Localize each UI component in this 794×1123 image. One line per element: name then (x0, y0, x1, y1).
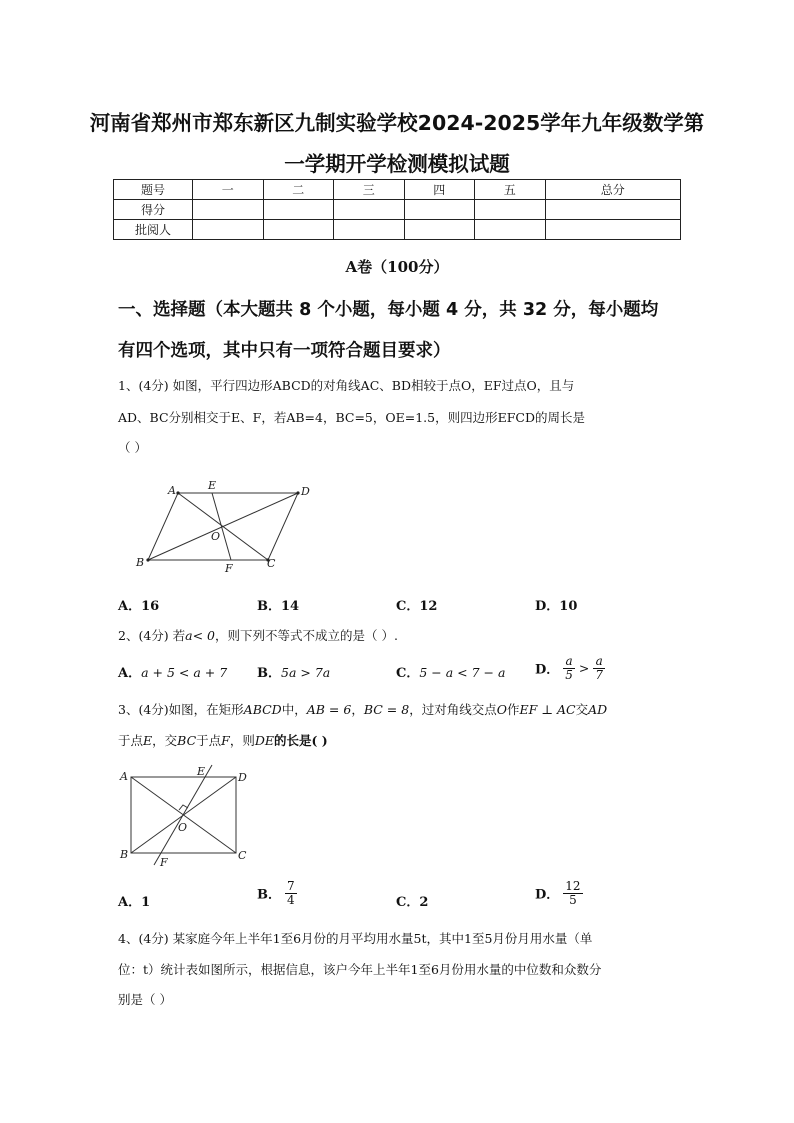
option-label: B． (257, 887, 281, 903)
q3-option-b[interactable] (257, 880, 297, 906)
label-B: B (136, 556, 145, 569)
table-cell (475, 220, 546, 240)
table-cell (404, 200, 475, 220)
row-label-score: 得分 (114, 200, 193, 220)
q3-text: 作 (506, 702, 520, 717)
q3-math: BC (177, 733, 197, 748)
label-F: F (225, 562, 233, 575)
table-cell (545, 220, 681, 240)
table-header-cell: 四 (404, 180, 475, 200)
label-C: C (238, 849, 247, 862)
label-B: B (120, 848, 129, 861)
numerator: a (593, 655, 605, 669)
fraction (563, 880, 582, 906)
q2-prefix: 2、(4分) 若 (118, 628, 186, 643)
table-header-cell: 二 (263, 180, 334, 200)
table-cell (545, 200, 681, 220)
table-row (114, 220, 681, 240)
q3-math: F (221, 733, 230, 748)
numerator: 7 (286, 879, 295, 893)
table-cell (193, 220, 264, 240)
label-E: E (197, 765, 206, 778)
table-row (114, 200, 681, 220)
q3-math: E (143, 733, 153, 748)
q3-text: 交 (575, 702, 589, 717)
numerator: 12 (565, 879, 581, 893)
label-E: E (208, 479, 217, 492)
q3-text-line1 (118, 700, 607, 718)
q1-option-b[interactable]: B．14 (257, 599, 300, 614)
q1-text-line2: AD、BC分别相交于E、F，若AB=4，BC=5，OE=1.5，则四边形EFCD的周长是 (118, 410, 585, 425)
fraction (593, 655, 605, 681)
q2-var: a (185, 628, 193, 643)
table-cell (263, 220, 334, 240)
table-header-cell: 一 (193, 180, 264, 200)
q2-option-a[interactable] (118, 662, 227, 681)
q1-option-d[interactable]: D．10 (535, 599, 578, 614)
page-title-line1: 河南省郑州市郑东新区九制实验学校2024-2025学年九年级数学第 (89, 111, 705, 135)
q3-text: 于点 (196, 733, 222, 748)
label-A: A (168, 484, 176, 497)
q2-option-d[interactable] (535, 655, 605, 681)
q1-text-line3: （ ） (118, 440, 147, 455)
q2-suffix: ，则下列不等式不成立的是（ ）. (215, 628, 398, 643)
q1-option-c[interactable]: C．12 (396, 599, 438, 614)
table-header-cell: 三 (334, 180, 405, 200)
option-label: D． (535, 662, 560, 678)
q3-math: AD (588, 702, 608, 717)
q3-text: ，交 (152, 733, 178, 748)
table-cell (193, 200, 264, 220)
page-title-line2: 一学期开学检测模拟试题 (284, 152, 510, 176)
label-O: O (178, 821, 188, 834)
q1-option-a[interactable]: A．16 (118, 599, 160, 614)
denominator: 4 (286, 892, 295, 907)
table-cell (334, 220, 405, 240)
q3-math: ABCD (243, 702, 282, 717)
volume-label: A卷（100分） (345, 258, 449, 276)
q3-option-c[interactable]: C．2 (396, 895, 429, 910)
q3-rectangle-figure (116, 762, 256, 870)
score-table (113, 179, 681, 240)
q2-option-c[interactable] (396, 662, 505, 681)
denominator: 5 (569, 892, 577, 907)
q2-text (118, 626, 398, 644)
option-expr: 5a > 7a (281, 665, 331, 680)
q4-text-line1: 4、(4分) 某家庭今年上半年1至6月份的月平均用水量5t，其中1至5月份月用水量（单 (118, 931, 593, 946)
label-O: O (211, 530, 221, 543)
q3-text: 于点 (118, 733, 144, 748)
fraction (563, 655, 575, 681)
q3-option-d[interactable] (535, 880, 583, 906)
q3-math: DE (254, 733, 275, 748)
label-D: D (238, 771, 247, 784)
row-label-reviewer: 批阅人 (114, 220, 193, 240)
q3-math: O (496, 702, 507, 717)
q1-text-line1: 1、(4分) 如图，平行四边形ABCD的对角线AC、BD相较于点O，EF过点O，且与 (118, 378, 575, 393)
q4-text-line3: 别是（ ） (118, 992, 172, 1007)
table-cell (475, 200, 546, 220)
option-label: A． (118, 666, 142, 681)
label-F: F (160, 856, 168, 869)
q3-text-line2 (118, 731, 328, 749)
table-header-cell: 题号 (114, 180, 193, 200)
section-heading-line1: 一、选择题（本大题共 8 个小题，每小题 4 分，共 32 分，每小题均 (118, 300, 659, 320)
q3-text: ，则 (229, 733, 255, 748)
label-D: D (301, 485, 310, 498)
q3-option-a[interactable]: A．1 (118, 895, 151, 910)
q3-math: AB = 6 (306, 702, 352, 717)
fraction (285, 880, 297, 906)
q2-cond: < 0 (192, 628, 215, 643)
q3-text: 3、(4分)如图，在矩形 (118, 702, 244, 717)
relation: > (578, 660, 590, 676)
table-cell (404, 220, 475, 240)
label-A: A (120, 770, 128, 783)
q3-math: BC = 8 (363, 702, 410, 717)
option-label: B． (257, 666, 281, 681)
table-header-cell: 五 (475, 180, 546, 200)
option-expr: a + 5 < a + 7 (141, 665, 228, 680)
table-cell (334, 200, 405, 220)
option-expr: 5 − a < 7 − a (419, 665, 506, 680)
q1-parallelogram-figure (128, 476, 328, 576)
table-header-cell: 总分 (545, 180, 681, 200)
option-label: C． (396, 666, 420, 681)
option-label: D． (535, 887, 560, 903)
section-heading-line2: 有四个选项，其中只有一项符合题目要求） (118, 341, 451, 361)
q3-text: ， (351, 702, 364, 717)
table-cell (263, 200, 334, 220)
denominator: 7 (595, 667, 603, 682)
table-header-row (114, 180, 681, 200)
q3-text: 中， (281, 702, 307, 717)
numerator: a (563, 655, 575, 669)
q2-option-b[interactable] (257, 662, 330, 681)
q3-text: 的长是( ) (274, 733, 328, 748)
denominator: 5 (565, 667, 573, 682)
label-C: C (267, 557, 276, 570)
q3-math: EF ⊥ AC (519, 702, 576, 717)
q4-text-line2: 位：t）统计表如图所示，根据信息，该户今年上半年1至6月份用水量的中位数和众数分 (118, 962, 602, 977)
q3-text: ，过对角线交点 (409, 702, 497, 717)
